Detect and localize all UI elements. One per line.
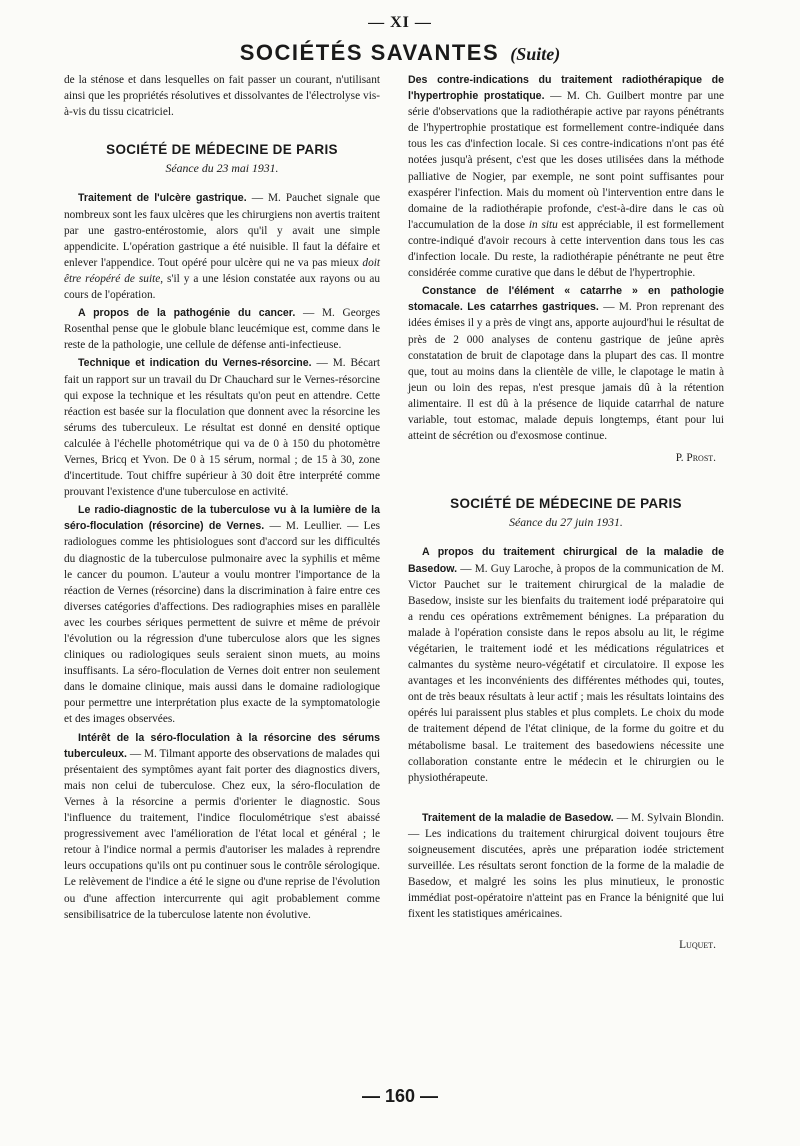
seance-date: Séance du 23 mai 1931. (165, 161, 279, 176)
section-title: SOCIÉTÉ DE MÉDECINE DE PARIS (450, 496, 682, 512)
article-radiotherapie (408, 72, 724, 281)
article-catarrhe (408, 283, 724, 444)
article-text: signale que nombreux sont les faux ulcères que les chirurgiens non avertis traitent par une gastro-entérostomie, alors qu'il y avait une simple appendicite. L'opération gastrique a été nuisible. Il faut la défaire et enlever l'appendice. Tout opéré pour ulcère qui ne va pas mieux (64, 192, 381, 269)
masthead (0, 40, 800, 66)
article-author: — M. Pauchet (251, 192, 322, 205)
article-radio-diagnostic (64, 502, 380, 727)
article-vernes-resorcine (64, 355, 380, 500)
masthead-subtitle: (Suite) (510, 44, 561, 64)
article-title: Traitement de la maladie de Basedow. (422, 811, 614, 824)
article-author: — M. Sylvain Blondin. (616, 811, 724, 824)
left-column (64, 72, 380, 925)
article-title: Le radio-diagnostic de la tuberculose vu à la lumière de la séro-floculation (résorcine) de Vernes. (64, 504, 380, 533)
article-author: — M. Leullier. (269, 520, 342, 533)
signature: Luquet. (679, 938, 716, 951)
article-italic: doit être réopéré de suite (64, 256, 380, 285)
article-author: — M. Guy Laroche (460, 562, 551, 575)
page-marker: — XI — (368, 14, 432, 31)
right-column (408, 72, 724, 953)
article-text: reprenant des idées émises il y a près de vingt ans, apporte aujourd'hui le résultat de près de 2 000 analyses de contenu gastrique de jeûne après constatation de bruit de clapotage dans la plupart des cas. Il montre que, tout au moins dans la clientèle de ville, le clapotage le matin à jeun ou loin des repas, n'est presque jamais dû à la rétention alimentaire. Il est dû à la présence de liquide catarrhal de nature variable, tout estomac, malade depuis longtemps, étant pour lui atteint de sécrétion ou d'exosmose continue. (408, 301, 724, 443)
section-title: SOCIÉTÉ DE MÉDECINE DE PARIS (106, 142, 338, 158)
article-title: Traitement de l'ulcère gastrique. (78, 192, 247, 205)
article-text: , à propos de la communication de M. Victor Pauchet sur le traitement chirurgical de la maladie de Basedow, insiste sur les bienfaits du traitement iodé préparatoire qui a rendu ces opérations extrêmement bénignes. La préparation du malade à l'opération consiste dans le repos absolu au lit, le régime végétarien, le traitement iodé et les médications régulatrices et calmantes du système neuro-végétatif et circulatoire. Il expose les avantages et les inconvénients des différentes méthodes qui, toutes, ont de très beaux résultats à leur actif ; mais les résultats lointains des opérés lui paraissent plus stables et plus complets. Le choix du mode de traitement dépend de l'état clinique, de la forme du goitre et du métabolisme basal. Le traitement des basedowiens nécessite une collaboration constante entre le médecin et le chirurgien ou le physiothérapeute. (408, 562, 725, 784)
article-basedow-chirurgical (408, 544, 724, 785)
article-title: Intérêt de la séro-floculation à la résorcine des sérums tuberculeux. (64, 731, 380, 760)
article-ulcere (64, 190, 380, 303)
article-title: Technique et indication du Vernes-résorcine. (78, 357, 312, 370)
article-text: — Les radiologues comme les phtisiologues sont d'accord sur les difficultés du diagnostic de la tuberculose pulmonaire avec la syphilis et même le cancer du poumon. L'auteur a voulu montrer l'importance de la réaction de Vernes (résorcine) dans la discrimination à faire entre ces diverses catégories d'affections. Des radiographies mises en parallèle avec les courbes sériques permettent de suivre et même de prévoir l'évolution ou la régression d'une tuberculose alors que les signes cliniques ou radiologiques seuls seraient sinon muets, au moins insuffisants. La séro-floculation de Vernes doit entrer non seulement dans le domaine clinique, mais aussi dans le domaine radiologique pour permettre une interprétation plus exacte de la symptomatologie et des images observées. (64, 520, 380, 726)
article-text: pense que le globule blanc leucémique est, comme dans le reste de la pathologie, une cellule de défense anti-infectieuse. (64, 323, 380, 352)
intro-paragraph: de la sténose et dans lesquelles on fait passer un courant, n'utilisant ainsi que les propriétés résolutives et dissolvantes de l'électrolyse vis-à-vis du tissu cicatriciel. (64, 74, 380, 119)
article-text: — Les indications du traitement chirurgical doivent toujours être soigneusement discutées, après une préparation iodée strictement surveillée. Les résultats seront fonction de la forme de la maladie de Basedow, et malgré les soins les plus minutieux, le pronostic immédiat post-opératoire n'atteint pas en France la bénignité que lui fixent les statistiques américaines. (408, 827, 724, 921)
article-text-end: est appréciable, il est formellement contre-indiqué d'avoir recours à cette intervention dans tous les cas d'infection locale. Du reste, la radiothérapie pénétrante ne peut être considérée comme curative que dans le début de l'hypertrophie. (408, 218, 725, 280)
spacer (408, 788, 724, 810)
article-author: — M. Ch. Guilbert (550, 90, 645, 103)
article-author: — M. Tilmant (129, 747, 195, 760)
article-text: fait un rapport sur un travail du Dr Chauchard sur le Vernes-résorcine qui expose la technique et les résultats qu'on peut en attendre. Cette réaction est basée sur la floculation que donnent avec la résorcine les sérums des tuberculeux. Le résultat est donné en densité optique calculée à l'échelle photométrique qui va de 0 à 150 du photomètre Vernes, Bricq et Yvon. De 0 à 15 sérum, normal ; de 15 à 30, zone d'incertitude. Tout chiffre supérieur à 30 doit être interprété comme prouvant l'existence d'une tuberculose en activité. (64, 373, 380, 499)
masthead-title: SOCIÉTÉS SAVANTES (239, 40, 500, 65)
article-sero-floculation (64, 730, 380, 923)
article-text: montre par une série d'observations que la radiothérapie active par rayons pénétrants de l'hypertrophie prostatique est formellement contre-indiquée dans tous les cas d'infection locale. Si ces contre-indications n'ont pas été notées jusqu'à présent, c'est que les doses utilisées dans la méthode palliative de Nogier, par exemple, ne sont point suffisantes pour exaspérer l'infection. Mais du moment où l'intervention entre dans le domaine de la radiothérapie profonde, c'est-à-dire dans le cas où l'accumulation de la dose (408, 90, 724, 231)
article-author: — M. Georges Rosenthal (64, 307, 380, 336)
article-title: Constance de l'élément « catarrhe » en pathologie stomacale. Les catarrhes gastriques. (408, 285, 724, 314)
article-cancer (64, 305, 380, 353)
article-author: — M. Bécart (316, 357, 380, 370)
article-text-end: , s'il y a une lésion constatée aux rayons ou au cours de l'opération. (64, 272, 380, 302)
article-title: A propos du traitement chirurgical de la maladie de Basedow. (408, 546, 724, 575)
signature: P. Prost. (675, 452, 716, 465)
article-basedow-traitement (408, 810, 724, 923)
page-number: — 160 — (361, 1086, 439, 1106)
article-text: apporte des observations de malades qui présentaient des symptômes ayant fait porter des diagnostics divers, mais non celui de tuberculose. Chez eux, la séro-floculation de Vernes à la résorcine a permis d'orienter le diagnostic. Sous l'influence du traitement, l'indice floculométrique s'est abaissé progressivement avec l'amélioration de l'état local et général ; le retour à l'indice normal a permis d'autoriser les malades à reprendre leurs occupations qu'ils ont pu continuer sous le contrôle sérologique. Le relèvement de l'indice a été le signe ou d'une reprise de l'évolution ou d'une affection intercurrente qui agit probablement comme sensibilisatrice de la tuberculose latente non évolutive. (64, 747, 380, 921)
article-italic: in situ (528, 218, 558, 231)
seance-date: Séance du 27 juin 1931. (509, 515, 623, 530)
article-author: — M. Pron (603, 301, 658, 314)
article-title: A propos de la pathogénie du cancer. (78, 307, 296, 320)
article-title: Des contre-indications du traitement radiothérapique de l'hypertrophie prostatique. (408, 74, 724, 103)
